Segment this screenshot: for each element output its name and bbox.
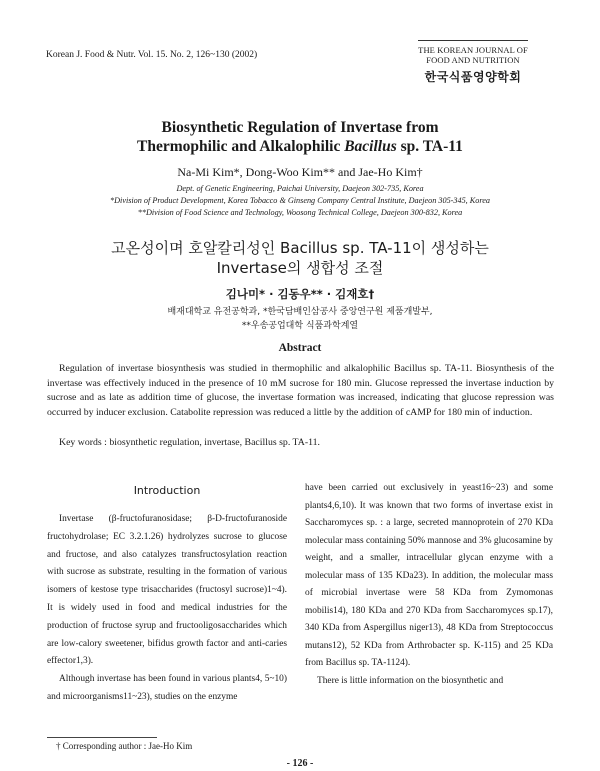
affiliation-3: **Division of Food Science and Technology, Woosong Technical College, Daejeon 300-832, Korea [137, 208, 463, 217]
intro-paragraph-4: There is little information on the biosynthetic and [317, 675, 504, 686]
abstract-heading: Abstract [278, 342, 322, 354]
journal-name-en-1: THE KOREAN JOURNAL OF [418, 45, 528, 55]
korean-affiliation-2: **우송공업대학 식품과학계열 [241, 321, 359, 331]
abstract-body [47, 362, 554, 420]
journal-citation: Korean J. Food & Nutr. Vol. 15. No. 2, 126~130 (2002) [46, 50, 258, 60]
introduction-heading: Introduction [133, 484, 201, 497]
journal-name-en-2: FOOD AND NUTRITION [426, 55, 520, 65]
intro-paragraph-3: have been carried out exclusively in yeast16~23) and some plants4,6,10). It was known that two forms of invertase exist in Saccharomyces sp. : a large, secreted mannoprotein of 270 KDa molecular mass containing 50% mannose and 3% glucosamine by weight, and a smaller, intracellular glycan enzyme with a molecular mass of 135 KDa23). In addition, the molecular mass of microbial invertase were 58 KDa from Zymomonas mobilis14), 180 KDa and 270 KDa from Saccharomyces sp.17), 340 KDa from Aspergillus niger13), 48 KDa from Streptococcus mutans12), 52 KDa from Arthrobacter sp. K-115) and 25 KDa from Bacillus sp. TA-1124). [305, 483, 553, 668]
affiliation-2: *Division of Product Development, Korea Tobacco & Ginseng Company Central Institute, Daejeon 305-345, Korea [110, 196, 490, 205]
korean-title-line-1: 고온성이며 호알칼리성인 Bacillus sp. TA-11이 생성하는 [111, 239, 489, 257]
page-number: - 126 - [286, 758, 314, 769]
corresponding-author-footnote: † Corresponding author : Jae-Ho Kim [56, 741, 193, 751]
intro-paragraph-2: Although invertase has been found in various plants4, 5~10) and microorganisms11~23), studies on the enzyme [47, 674, 287, 702]
korean-title-line-2: Invertase의 생합성 조절 [216, 259, 384, 277]
korean-affiliation-1: 배재대학교 유전공학과, *한국담배인삼공사 중앙연구원 제품개발부, [167, 307, 433, 317]
journal-name-ko: 한국식품영양학회 [424, 70, 522, 84]
affiliation-1: Dept. of Genetic Engineering, Paichai University, Daejeon 302-735, Korea [176, 184, 424, 193]
footnote-rule [47, 737, 157, 738]
paper-title-line-2: Thermophilic and Alkalophilic Bacillus sp. TA-11 [137, 138, 463, 155]
right-column [305, 480, 553, 690]
journal-logo [418, 40, 528, 85]
intro-paragraph-1: Invertase (β-fructofuranosidase; β-D-fructofuranoside fructohydrolase; EC 3.2.1.26) hydrolyzes sucrose to glucose and fructose, and also catalyzes transfructosylation reaction with sucrose as substrate, resulting in the formation of various isomers of kestose type trisaccharides (fructosyl sucrose)1~4). It is widely used in food and medical industries for the production of fructose syrup and fructooligosaccharides which are low-calory sweetener, bifidus growth factor and anti-caries effector1,3). [47, 514, 287, 667]
keywords: Key words : biosynthetic regulation, invertase, Bacillus sp. TA-11. [59, 437, 320, 448]
korean-author-list: 김나미* · 김동우** · 김재호† [225, 287, 375, 301]
left-column [47, 480, 287, 707]
author-list: Na-Mi Kim*, Dong-Woo Kim** and Jae-Ho Kim† [177, 165, 423, 179]
paper-title-line-1: Biosynthetic Regulation of Invertase from [161, 119, 439, 136]
abstract-text: Regulation of invertase biosynthesis was studied in thermophilic and alkalophilic Bacillus sp. TA-11. Biosynthesis of the invertase was effectively induced in the presence of 10 mM sucrose for 180 min. Glucose repressed the invertase induction by sucrose and as late as addition time of glucose, the invertase formation was increased, indicating that glucose repression was occurred by inducer exclusion. Catabolite repression was reduced a little by the addition of cAMP for 180 min of induction. [47, 363, 554, 418]
